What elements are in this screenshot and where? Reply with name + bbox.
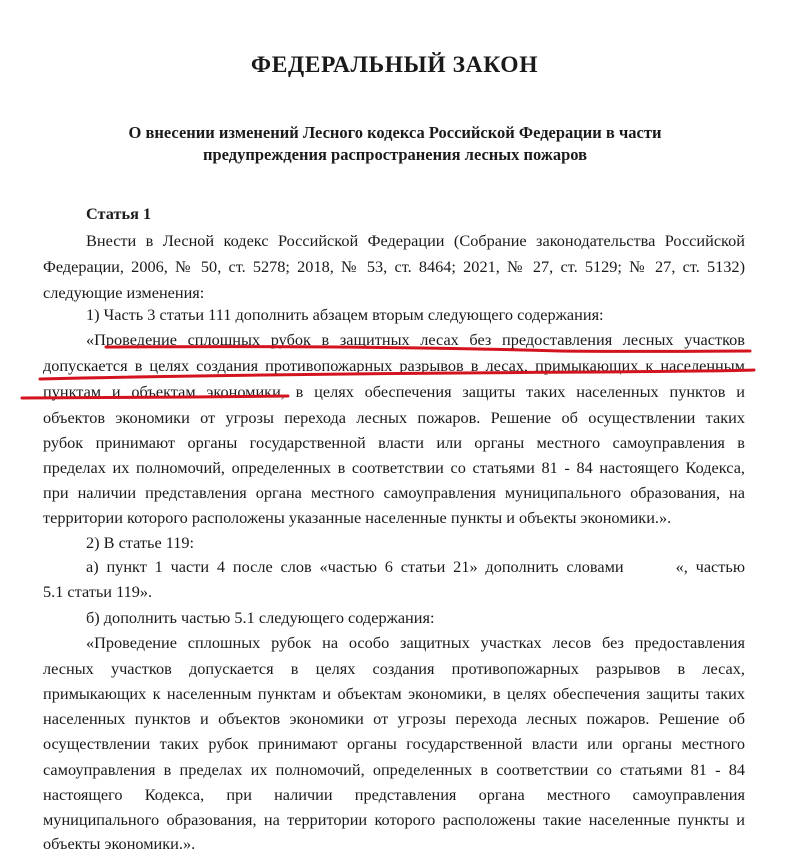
subtitle-line: О внесении изменений Лесного кодекса Российской Федерации в части bbox=[128, 123, 662, 142]
text-line: настоящего Кодекса, при наличии представления органа местного самоуправления bbox=[43, 785, 745, 804]
text-line: территории которого расположены указанные населенные пункты и объекты экономики.». bbox=[43, 508, 672, 527]
text-line: «Проведение сплошных рубок в защитных лесах без предоставления лесных участков bbox=[86, 330, 745, 349]
text-line: 5.1 статьи 119». bbox=[43, 582, 153, 601]
text-line: пунктам и объектам экономики, в целях обеспечения защиты таких населенных пунктов и bbox=[43, 382, 745, 401]
text-line: осуществлении таких рубок принимают органы государственной власти или органы местного bbox=[43, 734, 745, 753]
text-line: при наличии представления органа местного самоуправления муниципального образования, на bbox=[43, 483, 745, 502]
text-fragment: а) пункт 1 части 4 после слов «частью 6 статьи 21» дополнить словами bbox=[86, 557, 624, 576]
text-line: населенных пунктов и объектов экономики от угрозы перехода лесных пожаров. Решение об bbox=[43, 709, 745, 728]
text-fragment: «, частью bbox=[675, 557, 745, 576]
text-line: «Проведение сплошных рубок на особо защитных участках лесов без предоставления bbox=[86, 633, 745, 652]
text-line: Федерации, 2006, № 50, ст. 5278; 2018, № 53, ст. 8464; 2021, № 27, ст. 5129; № 27, ст. 5132) bbox=[43, 257, 745, 276]
article-heading: Статья 1 bbox=[86, 204, 152, 223]
text-line: примыкающих к населенным пунктам и объектам экономики, в целях обеспечения защиты таких bbox=[43, 684, 745, 703]
text-line: следующие изменения: bbox=[43, 283, 205, 302]
subtitle-line: предупреждения распространения лесных пожаров bbox=[202, 145, 588, 164]
document-title: ФЕДЕРАЛЬНЫЙ ЗАКОН bbox=[250, 52, 539, 78]
text-line: б) дополнить частью 5.1 следующего содержания: bbox=[86, 608, 435, 627]
text-line: Внести в Лесной кодекс Российской Федерации (Собрание законодательства Российской bbox=[86, 231, 745, 250]
text-line: допускается в целях создания противопожарных разрывов в лесах, примыкающих к населенным bbox=[43, 356, 745, 375]
text-line: рубок принимают органы государственной власти или органы местного самоуправления в bbox=[43, 433, 745, 452]
text-line: самоуправления в пределах их полномочий, определенных в соответствии со статьями 81 - 84 bbox=[43, 760, 745, 779]
text-line: муниципального образования, на территории которого расположены такие населенные пункты и bbox=[43, 810, 745, 829]
text-line: 2) В статье 119: bbox=[86, 533, 195, 552]
document-subtitle bbox=[60, 122, 730, 166]
text-line: лесных участков допускается в целях создания противопожарных разрывов в лесах, bbox=[43, 659, 745, 678]
text-line bbox=[86, 554, 745, 579]
text-line: пределах их полномочий, определенных в соответствии со статьями 81 - 84 настоящего Кодекса, bbox=[43, 458, 745, 477]
text-line: объекты экономики.». bbox=[43, 834, 196, 853]
text-line: объектов экономики от угрозы перехода лесных пожаров. Решение об осуществлении таких bbox=[43, 408, 745, 427]
text-line: 1) Часть 3 статьи 111 дополнить абзацем вторым следующего содержания: bbox=[86, 305, 604, 324]
